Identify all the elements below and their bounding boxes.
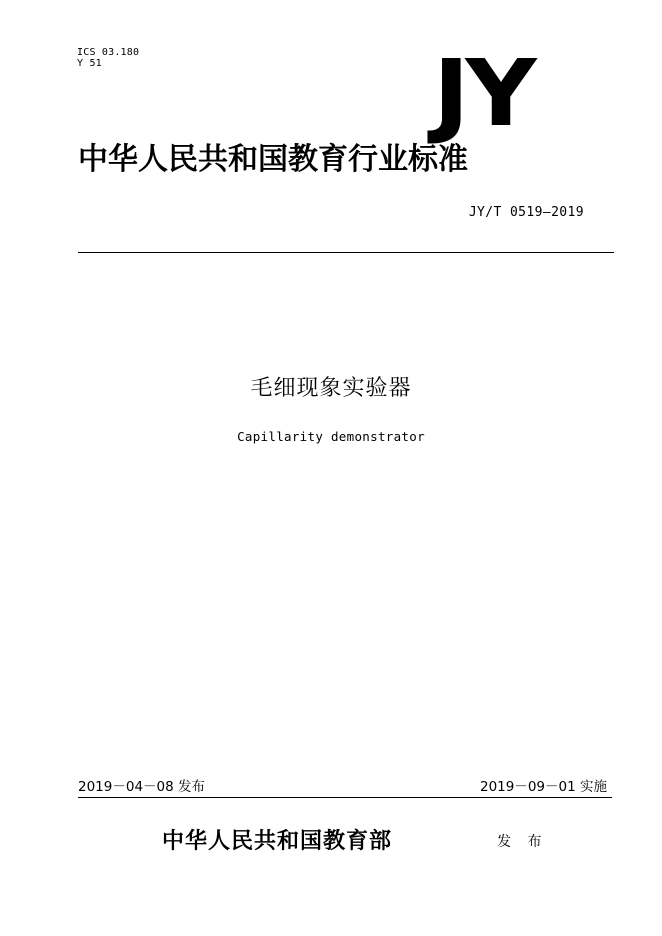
document-title: 毛细现象实验器 — [250, 376, 412, 401]
ics-code: ICS 03.180 — [77, 47, 140, 58]
standard-title: 中华人民共和国教育行业标准 — [78, 142, 468, 177]
jy-logo: JY — [433, 40, 533, 147]
footer-divider — [78, 797, 612, 798]
issue-label: 发 布 — [497, 834, 548, 850]
issuer-name: 中华人民共和国教育部 — [162, 828, 393, 854]
standard-number: JY/T 0519—2019 — [468, 205, 584, 220]
issue-date: 2019－04－08 发布 — [78, 779, 206, 795]
classification-codes — [77, 47, 139, 69]
document-subtitle: Capillarity demonstrator — [237, 429, 425, 444]
class-code: Y 51 — [77, 58, 102, 69]
header-divider — [78, 252, 614, 253]
implementation-date: 2019－09－01 实施 — [479, 779, 607, 795]
